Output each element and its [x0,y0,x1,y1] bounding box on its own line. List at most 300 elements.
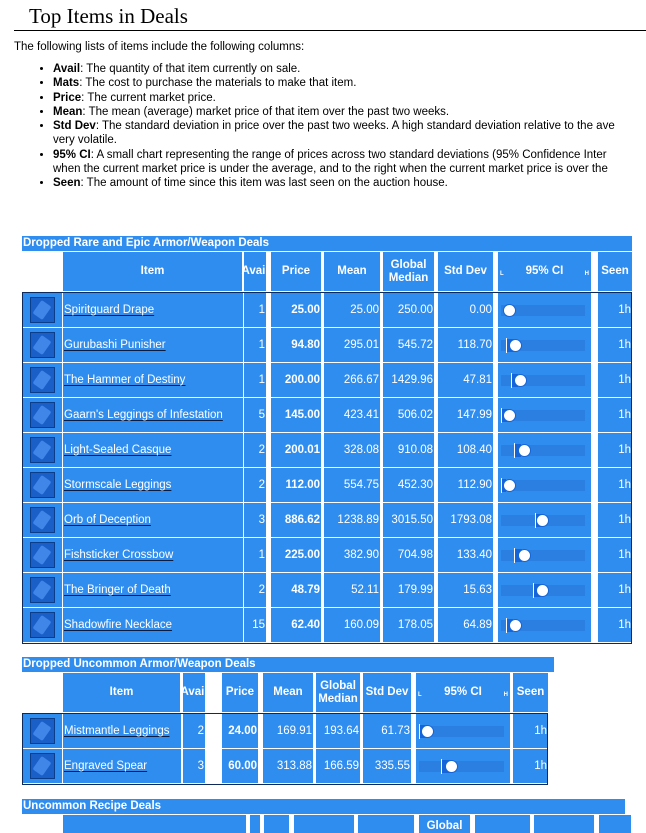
table-row [22,608,632,643]
ci-chart-cell [498,328,591,363]
column-header-global-label: Global [426,820,463,832]
definition-text: : The amount of time since this item was last seen on the auction house. [80,177,448,190]
cell-price [271,573,321,608]
ci-chart-cell [498,363,591,398]
ci-track [501,375,585,386]
value-seen: 1h [534,725,547,737]
cell-mean [324,573,380,608]
table-header-row [22,815,632,833]
column-header[interactable] [534,815,594,833]
ci-price-dot [503,304,516,317]
cell-mean [324,468,380,503]
value-mean: 266.67 [343,374,379,386]
value-price: 112.00 [285,479,320,491]
cell-price [271,608,321,643]
value-price: 94.80 [291,339,320,351]
value-median: 704.98 [397,549,433,561]
cell-median [383,538,434,573]
definition-text: : The cost to purchase the materials to make that item. [79,77,357,90]
column-header-95-ci[interactable] [416,673,510,712]
definition-text-cont: very volatile. [53,134,117,147]
cell-avail [183,714,205,749]
value-seen: 1h [618,584,631,596]
column-header-global-median[interactable] [316,673,360,712]
item-name-cell [63,503,243,538]
item-icon[interactable] [30,753,55,779]
cell-price [271,503,321,538]
column-header[interactable] [250,815,260,833]
item-icon[interactable] [30,402,55,428]
ci-mean-tick [514,548,515,563]
value-median: 3015.50 [391,514,433,526]
cell-median [383,328,434,363]
item-link[interactable]: Stormscale Leggings [64,479,172,491]
definition-item [53,148,646,177]
value-seen: 1h [618,374,631,386]
column-header-95-ci[interactable] [498,252,591,291]
ci-chart-cell [498,608,591,643]
column-header-item[interactable] [63,252,242,291]
column-header-item[interactable] [63,673,180,712]
value-seen: 1h [618,549,631,561]
value-price: 145.00 [284,409,320,421]
definition-term: 95% CI [53,148,91,161]
cell-median [383,398,434,433]
item-icon[interactable] [30,718,55,744]
ci-mean-tick [501,478,502,493]
value-median: 166.59 [323,760,359,772]
item-icon-cell[interactable] [22,363,62,398]
definition-item [53,62,646,76]
cell-mean [324,328,380,363]
value-mean: 313.88 [276,760,312,772]
value-mean: 169.91 [276,725,312,737]
value-median: 1429.96 [391,374,433,386]
item-link[interactable]: Light-Sealed Casque [64,444,172,456]
ci-high-label: H [584,270,589,277]
cell-avail [244,293,266,328]
ci-price-dot [518,549,531,562]
ci-price-dot [514,374,527,387]
table-row [22,468,632,503]
cell-avail [244,468,266,503]
value-median: 178.05 [397,619,433,631]
value-seen: 1h [618,339,631,351]
value-median: 506.02 [397,409,433,421]
item-link[interactable]: Spiritguard Drape [64,304,155,316]
cell-std [438,608,493,643]
item-icon-cell[interactable] [22,714,62,749]
item-icon-cell[interactable] [22,573,62,608]
table-row [22,433,632,468]
cell-mean [263,714,313,749]
value-mean: 1238.89 [337,514,379,526]
cell-seen [598,538,632,573]
cell-std [363,714,411,749]
ci-price-dot [503,479,516,492]
ci-price-dot [536,584,549,597]
definition-term: Mean [53,105,83,118]
column-header[interactable] [475,815,530,833]
cell-seen [513,749,548,784]
value-std: 112.90 [457,479,492,491]
table-title: Uncommon Recipe Deals [22,799,625,814]
ci-chart-cell [498,398,591,433]
value-median: 179.99 [397,584,433,596]
item-icon[interactable] [30,507,55,533]
value-price: 225.00 [284,549,320,561]
table-row [22,749,548,784]
ci-price-dot [421,725,434,738]
ci-chart-cell [498,468,591,503]
item-icon-cell[interactable] [22,503,62,538]
item-icon-cell[interactable] [22,608,62,643]
definition-item [53,119,646,148]
column-header-price[interactable] [271,252,321,291]
item-name-cell [63,293,243,328]
item-icon[interactable] [30,542,55,568]
column-header-mean[interactable] [324,252,380,291]
value-mean: 160.09 [343,619,379,631]
column-header-seen[interactable] [513,673,548,712]
definition-item [53,105,646,119]
ci-low-label: L [418,691,422,698]
value-price: 62.40 [291,619,320,631]
ci-track [501,550,585,561]
cell-seen [598,573,632,608]
cell-price [222,749,258,784]
item-link[interactable]: Fishsticker Crossbow [64,549,174,561]
table-frame-line [631,293,632,643]
ci-chart-cell [416,749,510,784]
definition-term: Std Dev [53,120,96,133]
cell-avail [183,749,205,784]
column-header-global-median[interactable] [383,252,434,291]
item-link[interactable]: Shadowfire Necklace [64,619,173,631]
item-icon[interactable] [30,332,55,358]
value-median: 452.30 [397,479,433,491]
table-row [22,714,548,749]
ci-track [501,445,585,456]
value-avail: 2 [197,725,204,737]
column-header[interactable] [419,815,470,833]
table-header-row [22,252,632,291]
cell-std [363,749,411,784]
column-header-mean-label: Mean [273,686,303,698]
table-row [22,503,632,538]
ci-chart-cell [498,433,591,468]
value-mean: 295.01 [343,339,379,351]
item-name-cell [63,433,243,468]
cell-mean [324,538,380,573]
column-header-price-label: Price [225,686,255,698]
table-row [22,538,632,573]
cell-std [438,293,493,328]
cell-median [383,608,434,643]
value-std: 47.81 [463,374,492,386]
cell-avail [244,363,266,398]
definition-text-cont: when the current market price is under the average, and to the right when the current market price is over the [53,163,608,176]
cell-median [383,468,434,503]
recipe-deals-table [22,799,646,833]
column-header-item-label: Item [140,265,165,277]
definition-term: Mats [53,77,80,90]
table-frame-line [22,784,548,785]
value-price: 48.79 [291,584,320,596]
ci-track [501,515,585,526]
value-price: 200.01 [284,444,320,456]
value-std: 335.55 [374,760,410,772]
item-name-cell [63,608,243,643]
cell-price [271,328,321,363]
cell-seen [513,714,548,749]
cell-price [271,538,321,573]
item-name-cell [63,328,243,363]
value-std: 61.73 [381,725,410,737]
column-header-avail[interactable] [241,252,269,291]
column-header-item-label: Item [109,686,134,698]
definition-term: Seen [53,177,81,190]
cell-price [271,468,321,503]
value-avail: 3 [197,760,204,772]
value-median: 910.08 [397,444,433,456]
item-link[interactable]: Orb of Deception [64,514,151,526]
ci-track [501,305,585,316]
item-name-cell [63,538,243,573]
value-avail: 5 [258,409,265,421]
value-seen: 1h [618,479,631,491]
item-icon-cell[interactable] [22,468,62,503]
column-header-std-dev-label: Std Dev [365,686,409,698]
column-header-price[interactable] [222,673,258,712]
table-row [22,573,632,608]
ci-mean-tick [511,373,512,388]
item-name-cell [63,714,181,749]
cell-std [438,328,493,363]
value-seen: 1h [618,304,631,316]
cell-mean [324,608,380,643]
definition-item [53,91,646,105]
column-header[interactable] [358,815,414,833]
cell-mean [263,749,313,784]
ci-price-dot [509,339,522,352]
ci-mean-tick [533,583,534,598]
definition-term: Avail [53,63,81,75]
item-icon-cell[interactable] [22,398,62,433]
value-avail: 1 [258,304,265,316]
ci-chart-cell [498,538,591,573]
value-price: 25.00 [291,304,320,316]
cell-mean [324,293,380,328]
value-std: 64.89 [463,619,492,631]
item-icon[interactable] [30,437,55,463]
value-mean: 25.00 [350,304,379,316]
item-link[interactable]: Gurubashi Punisher [64,339,166,351]
value-seen: 1h [618,409,631,421]
item-link[interactable]: Gaarn's Leggings of Infestation [64,409,223,421]
intro-text: The following lists of items include the following columns: [14,41,305,53]
cell-median [383,503,434,538]
column-header-global-median-label: Global Median [388,258,429,284]
item-icon-cell[interactable] [22,328,62,363]
column-header-avail[interactable] [180,673,208,712]
column-header-mean[interactable] [263,673,313,712]
value-mean: 52.11 [351,584,379,596]
cell-avail [244,608,266,643]
cell-median [383,363,434,398]
table-frame-line [22,714,23,784]
column-header-avail-label: Avail [241,265,269,277]
ci-high-label: H [503,691,508,698]
value-seen: 1h [618,619,631,631]
ci-chart-cell [498,573,591,608]
value-std: 1793.08 [450,514,492,526]
column-header-seen[interactable] [598,252,632,291]
cell-avail [244,328,266,363]
column-header[interactable] [599,815,631,833]
ci-price-dot [445,760,458,773]
item-icon[interactable] [30,472,55,498]
ci-track [501,410,585,421]
cell-seen [598,433,632,468]
column-header-mean-label: Mean [337,265,367,277]
value-std: 118.70 [457,339,492,351]
value-price: 200.00 [284,374,320,386]
column-header-std-dev[interactable] [363,673,411,712]
item-icon[interactable] [30,577,55,603]
item-link[interactable]: Engraved Spear [64,760,148,772]
cell-price [222,714,258,749]
item-icon-cell[interactable] [22,538,62,573]
column-header[interactable] [264,815,289,833]
table-frame-line [22,713,548,714]
cell-std [438,573,493,608]
item-icon-cell[interactable] [22,433,62,468]
value-std: 0.00 [469,304,492,316]
ci-track [501,620,585,631]
cell-avail [244,433,266,468]
cell-std [438,503,493,538]
table-row [22,398,632,433]
value-avail: 15 [252,619,265,631]
column-header-95-ci-label: 95% CI [525,265,564,277]
item-icon-cell[interactable] [22,293,62,328]
item-icon[interactable] [30,612,55,638]
value-median: 250.00 [397,304,433,316]
value-mean: 382.90 [343,549,379,561]
definition-text: : The quantity of that item currently on sale. [80,63,301,75]
column-header-std-dev[interactable] [438,252,493,291]
cell-mean [324,363,380,398]
ci-price-dot [503,409,516,422]
item-icon[interactable] [30,297,55,323]
cell-avail [244,573,266,608]
item-name-cell [63,468,243,503]
table-row [22,328,632,363]
column-header-seen-label: Seen [601,265,629,277]
ci-price-dot [536,514,549,527]
table-row [22,293,632,328]
ci-price-dot [518,444,531,457]
ci-mean-tick [441,759,442,774]
table-header-row [22,673,548,712]
value-mean: 423.41 [343,409,379,421]
item-icon-cell[interactable] [22,749,62,784]
ci-mean-tick [514,443,515,458]
ci-track [419,726,504,737]
value-avail: 1 [258,339,265,351]
cell-median [316,749,360,784]
table-frame-line [22,643,632,644]
cell-median [316,714,360,749]
value-std: 133.40 [456,549,492,561]
definition-text: : A small chart representing the range of prices across two standard deviations (95% Confidence Inter [90,148,607,161]
definition-text: : The standard deviation in price over the past two weeks. A high standard deviation relative to the ave [95,120,615,133]
column-header-price-label: Price [281,265,311,277]
item-name-cell [63,363,243,398]
value-median: 545.72 [397,339,433,351]
value-avail: 3 [258,514,265,526]
value-seen: 1h [618,514,631,526]
definition-text: : The mean (average) market price of that item over the past two weeks. [82,105,450,118]
value-price: 886.62 [284,514,320,526]
ci-chart-cell [498,293,591,328]
value-avail: 2 [258,479,265,491]
cell-mean [324,433,380,468]
cell-avail [244,538,266,573]
column-header-std-dev-label: Std Dev [444,265,487,277]
item-name-cell [63,749,181,784]
value-avail: 1 [258,549,265,561]
item-name-cell [63,398,243,433]
ci-mean-tick [506,338,507,353]
ci-mean-tick [501,408,502,423]
ci-chart-cell [498,503,591,538]
table-frame-line [22,293,23,643]
item-link[interactable]: Mistmantle Leggings [64,725,170,737]
value-avail: 1 [258,374,265,386]
ci-mean-tick [506,618,507,633]
cell-std [438,468,493,503]
value-std: 147.99 [456,409,492,421]
ci-low-label: L [500,270,504,277]
value-avail: 2 [258,444,265,456]
table-title: Dropped Rare and Epic Armor/Weapon Deals [22,236,632,251]
value-seen: 1h [534,760,547,772]
ci-track [501,480,585,491]
column-header[interactable] [63,815,246,833]
value-std: 108.40 [456,444,492,456]
column-header[interactable] [294,815,354,833]
value-mean: 328.08 [343,444,379,456]
table-frame-line [547,714,548,784]
cell-seen [598,398,632,433]
uncommon-deals-table [22,657,554,787]
item-icon[interactable] [30,367,55,393]
ci-track [419,761,504,772]
column-definitions [39,62,646,191]
table-row [22,363,632,398]
value-mean: 554.75 [343,479,379,491]
value-price: 24.00 [228,725,257,737]
item-link[interactable]: The Bringer of Death [64,584,171,596]
cell-median [383,293,434,328]
cell-seen [598,293,632,328]
column-header-global-median-label: Global Median [318,679,358,705]
definition-term: Price [53,91,82,104]
definition-item [53,76,646,90]
item-link[interactable]: The Hammer of Destiny [64,374,186,386]
